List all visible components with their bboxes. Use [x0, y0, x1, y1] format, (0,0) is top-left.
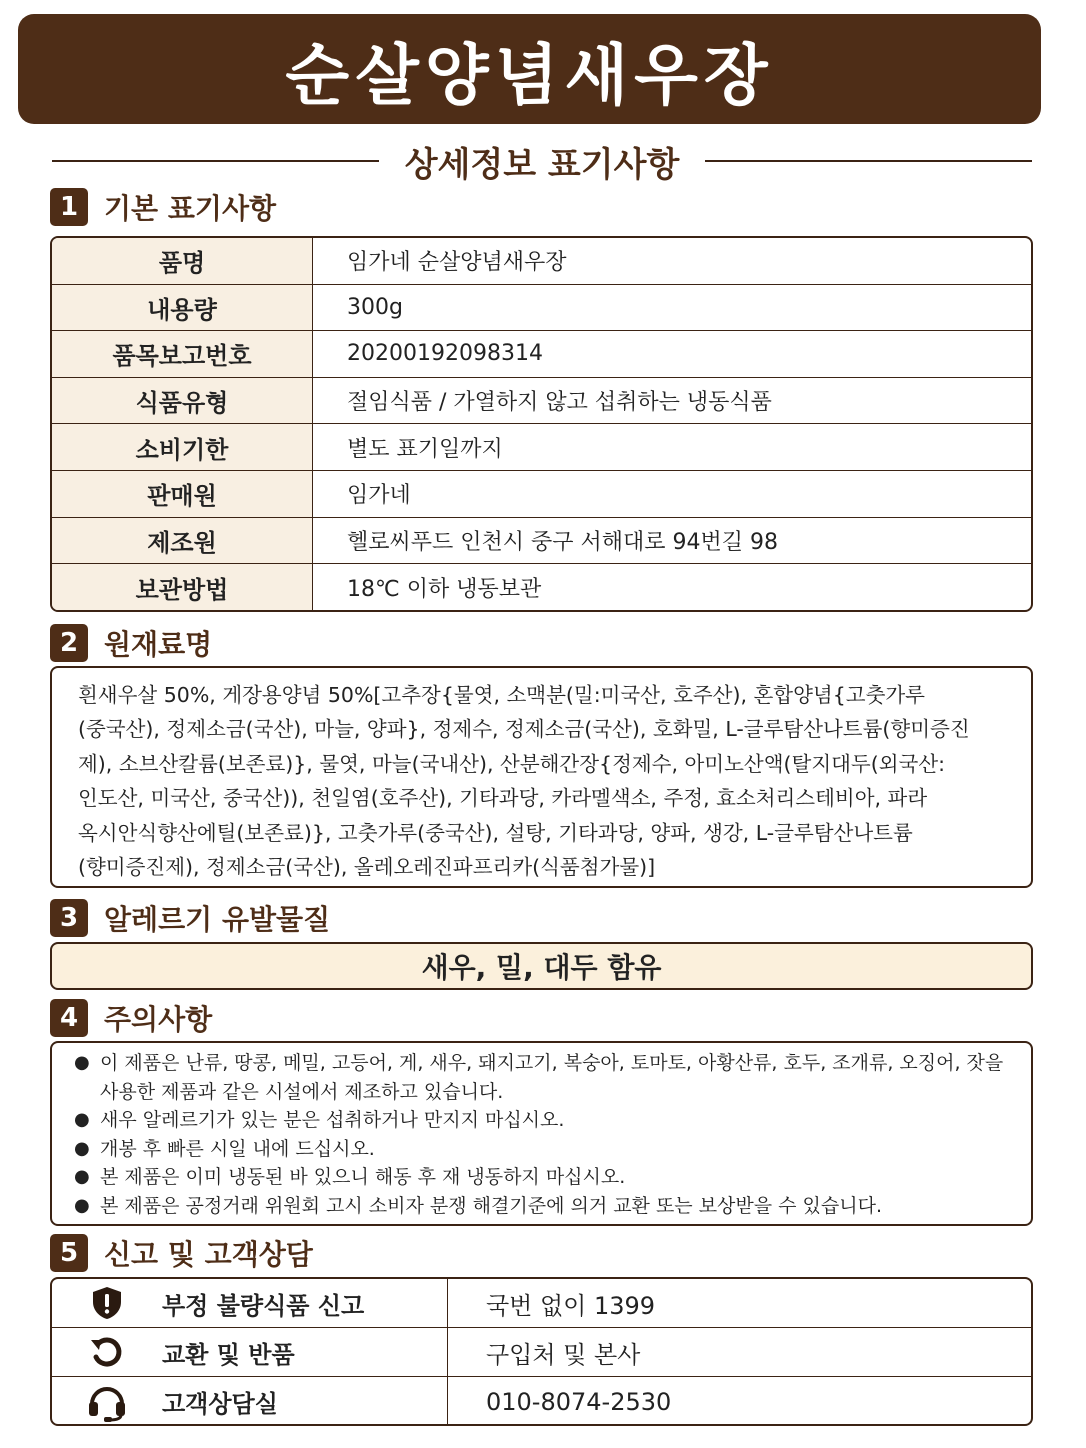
table-row: [52, 1328, 1031, 1377]
row-value: 18℃ 이하 냉동보관: [347, 576, 542, 602]
list-item: [74, 1049, 1017, 1106]
row-key: 품목보고번호: [52, 331, 313, 377]
bullet: ●: [74, 1109, 90, 1131]
row-key: 판매원: [52, 471, 313, 517]
ingredients-line: (중국산), 정제소금(국산), 마늘, 양파}, 정제수, 정제소금(국산), 호화밀, L-글루탐산나트륨(향미증진: [78, 717, 970, 742]
section-allergy-header: [50, 899, 330, 937]
contact-key: [52, 1377, 448, 1426]
section-ingredients-header: [50, 624, 212, 662]
table-row: [52, 378, 1031, 425]
contact-value: 구입처 및 본사: [486, 1340, 641, 1369]
ingredients-line: 흰새우살 50%, 게장용양념 50%[고추장{물엿, 소맥분(밀:미국산, 호주산), 혼합양념{고춧가루: [78, 683, 925, 707]
shield-icon: [52, 1285, 162, 1321]
caution-text: 사용한 제품과 같은 시설에서 제조하고 있습니다.: [100, 1080, 504, 1103]
row-key: 내용량: [52, 285, 313, 331]
ingredients-box: [50, 666, 1033, 888]
caution-text: 이 제품은 난류, 땅콩, 메밀, 고등어, 게, 새우, 돼지고기, 복숭아, 토마토, 아황산류, 호두, 조개류, 오징어, 잣을: [100, 1052, 1004, 1074]
contact-label: 고객상담실: [162, 1390, 278, 1418]
list-item: [74, 1192, 1017, 1221]
title-banner: [18, 14, 1041, 124]
contact-value: 국번 없이 1399: [486, 1291, 656, 1320]
contact-table: [50, 1277, 1033, 1426]
divider-left: [52, 160, 379, 162]
table-row: [52, 1377, 1031, 1426]
row-value: 임가네 순살양념새우장: [347, 250, 567, 276]
ingredients-line: 제), 소브산칼륨(보존료)}, 물엿, 마늘(국내산), 산분해간장{정제수, 아미노산액(탈지대두(외국산:: [78, 751, 946, 776]
bullet: ●: [74, 1194, 90, 1216]
table-row: [52, 518, 1031, 565]
section-title: 알레르기 유발물질: [104, 903, 331, 936]
row-value: 임가네: [347, 483, 411, 509]
exchange-icon: [52, 1333, 162, 1371]
section-title: 신고 및 고객상담: [104, 1238, 313, 1271]
section-number: 1: [50, 188, 88, 226]
caution-text: 개봉 후 빠른 시일 내에 드십시오.: [100, 1137, 375, 1160]
caution-text: 본 제품은 공정거래 위원회 고시 소비자 분쟁 해결기준에 의거 교환 또는 보상받을 수 있습니다.: [100, 1194, 883, 1217]
row-key: 제조원: [52, 518, 313, 564]
caution-box: [50, 1041, 1033, 1226]
row-key: 식품유형: [52, 378, 313, 424]
subtitle: 상세정보 표기사항: [404, 144, 680, 185]
caution-text: 새우 알레르기가 있는 분은 섭취하거나 만지지 마십시오.: [100, 1109, 565, 1132]
list-item: [74, 1106, 1017, 1135]
row-value: 별도 표기일까지: [347, 436, 503, 462]
contact-key: [52, 1328, 448, 1376]
contact-key: [52, 1279, 448, 1327]
bullet: ●: [74, 1166, 90, 1188]
section-title: 원재료명: [104, 628, 213, 661]
basic-info-table: [50, 236, 1033, 612]
table-row: [52, 1279, 1031, 1328]
subtitle-row: [52, 138, 1032, 184]
allergy-box: [50, 942, 1033, 990]
row-value: 300g: [347, 294, 403, 320]
table-row: [52, 285, 1031, 332]
list-item: [74, 1163, 1017, 1192]
row-value: 헬로씨푸드 인천시 중구 서해대로 94번길 98: [347, 529, 778, 555]
table-row: [52, 331, 1031, 378]
section-contact-header: [50, 1234, 313, 1272]
table-row: [52, 424, 1031, 471]
section-basic-header: [50, 188, 276, 226]
row-key: 소비기한: [52, 424, 313, 470]
bullet: ●: [74, 1052, 90, 1073]
caution-text: 본 제품은 이미 냉동된 바 있으니 해동 후 재 냉동하지 마십시오.: [100, 1166, 626, 1189]
bullet: ●: [74, 1137, 90, 1159]
table-row: [52, 564, 1031, 611]
allergy-text: 새우, 밀, 대두 함유: [421, 951, 662, 984]
row-value: 절임식품 / 가열하지 않고 섭취하는 냉동식품: [347, 390, 772, 416]
section-number: 2: [50, 624, 88, 662]
caution-list: [52, 1043, 1031, 1226]
section-number: 5: [50, 1234, 88, 1272]
row-key: 보관방법: [52, 564, 313, 611]
section-title: 기본 표기사항: [104, 192, 277, 225]
contact-value: 010-8074-2530: [486, 1387, 672, 1416]
section-number: 3: [50, 899, 88, 937]
section-caution-header: [50, 999, 212, 1037]
page-title: 순살양념새우장: [285, 36, 774, 114]
ingredients-line: (향미증진제), 정제소금(국산), 올레오레진파프리카(식품첨가물)]: [78, 855, 656, 880]
table-row: [52, 471, 1031, 518]
row-value: 20200192098314: [347, 341, 543, 367]
list-item: [74, 1135, 1017, 1164]
row-key: 품명: [52, 238, 313, 284]
table-row: [52, 238, 1031, 285]
contact-label: 교환 및 반품: [162, 1340, 295, 1369]
section-number: 4: [50, 999, 88, 1037]
contact-label: 부정 불량식품 신고: [162, 1291, 365, 1320]
headset-icon: [52, 1382, 162, 1422]
ingredients-line: 인도산, 미국산, 중국산)), 천일염(호주산), 기타과당, 카라멜색소, 주정, 효소처리스테비아, 파라: [78, 786, 928, 811]
ingredients-line: 옥시안식향산에틸(보존료)}, 고춧가루(중국산), 설탕, 기타과당, 양파, 생강, L-글루탐산나트륨: [78, 820, 913, 845]
section-title: 주의사항: [104, 1003, 213, 1036]
divider-right: [705, 160, 1032, 162]
